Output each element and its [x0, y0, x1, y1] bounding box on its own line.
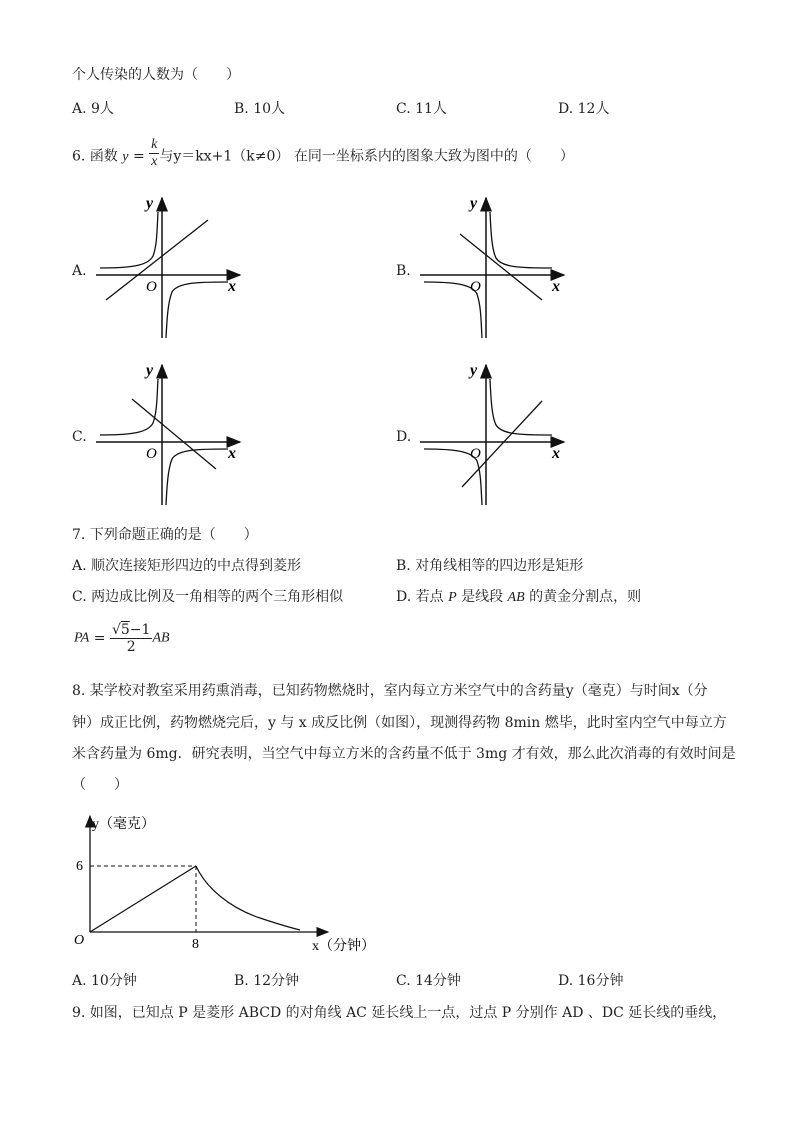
q7-d-mid: 是线段 — [456, 589, 508, 605]
q6-word-func: 函数 — [89, 148, 118, 165]
y-axis-label: y（毫克） — [92, 817, 155, 832]
q7-d-segment: AB — [507, 590, 525, 605]
formula-numerator — [110, 622, 152, 639]
q7-option-d — [396, 588, 641, 607]
q8-line-4: （ ） — [72, 777, 128, 793]
hyperbola-branch-left — [100, 212, 158, 268]
q9-line-1: 9. 如图，已知点 P 是菱形 ABCD 的对角线 AC 延长线上一点，过点 P 分别作 AD 、DC 延长线的垂线， — [72, 1005, 727, 1021]
q6-frac-num: k — [151, 137, 158, 152]
origin-label: O — [470, 446, 481, 462]
q6-f1-lhs: y — [122, 149, 129, 165]
hyperbola-branch-right — [166, 282, 228, 338]
formula-lhs: PA — [74, 630, 90, 646]
origin-label: O — [470, 279, 481, 295]
q6-f2: y＝kx+1（k≠0） — [173, 148, 290, 165]
q6-graph-c — [90, 357, 250, 512]
q6-stem-tail: 在同一坐标系内的图象大致为图中的（ ） — [293, 148, 574, 165]
q7-d-post: 的黄金分割点，则 — [524, 589, 642, 605]
axis-x-label: x — [552, 278, 560, 295]
q7-option-a: A. 顺次连接矩形四边的中点得到菱形 — [72, 558, 302, 574]
q6-graph-b — [414, 190, 574, 345]
formula-denominator: 2 — [126, 639, 136, 655]
formula-fraction — [110, 622, 152, 655]
q6-fraction — [149, 137, 159, 170]
q5-option-a: A. 9人 — [72, 101, 114, 117]
line-graph — [462, 401, 542, 487]
q6-frac-den: x — [151, 154, 158, 169]
hyperbola-branch-left — [100, 379, 158, 435]
axis-x-label: x — [228, 445, 236, 462]
q6-label-a: A. — [72, 263, 87, 279]
q7-option-b: B. 对角线相等的四边形是矩形 — [396, 558, 584, 574]
axis-y-label: y — [146, 195, 154, 212]
hyperbola-branch-right — [490, 212, 552, 268]
q6-label-d: D. — [396, 429, 412, 445]
q5-option-d: D. 12人 — [558, 101, 610, 117]
q5-stem-tail: 个人传染的人数为（ ） — [72, 67, 240, 83]
q8-graph — [70, 812, 375, 962]
numerator-tail: −1 — [129, 622, 151, 638]
origin-label: O — [146, 446, 157, 462]
hyperbola-branch-right — [166, 449, 228, 505]
origin-label: O — [146, 279, 157, 295]
q8-line-1: 8. 某学校对教室采用药熏消毒，已知药物燃烧时，室内每立方米空气中的含药量y（毫克）与时间x（分 — [72, 683, 708, 699]
x-axis-label: x（分钟） — [312, 939, 375, 954]
sqrt-radicand: 5 — [120, 622, 130, 638]
axis-x-label: x — [552, 445, 560, 462]
axis-x-label: x — [228, 278, 236, 295]
q6-label-c: C. — [72, 429, 87, 445]
peak-x-label: 8 — [192, 937, 199, 952]
peak-y-label: 6 — [76, 859, 83, 874]
falling-curve — [196, 866, 300, 930]
q7-stem: 7. 下列命题正确的是（ ） — [72, 527, 258, 543]
sqrt-sign: √ — [111, 622, 121, 638]
line-graph — [132, 399, 216, 469]
q7-formula — [74, 622, 170, 655]
q5-option-c: C. 11人 — [396, 101, 447, 117]
q6-stem — [72, 137, 574, 170]
hyperbola-branch-right — [490, 379, 552, 435]
q6-graph-d — [414, 357, 574, 512]
q8-line-2: 钟）成正比例，药物燃烧完后，y 与 x 成反比例（如图），现测得药物 8min 燃毕，此时室内空气中每立方 — [72, 715, 727, 731]
q8-line-3: 米含药量为 6mg．研究表明，当空气中每立方米的含药量不低于 3mg 才有效，那么此次消毒的有效时间是 — [72, 746, 736, 762]
q6-graph-a — [90, 190, 250, 345]
origin-label: O — [74, 933, 85, 948]
q5-option-b: B. 10人 — [234, 101, 286, 117]
q6-label-b: B. — [396, 263, 411, 279]
q8-option-b: B. 12分钟 — [234, 973, 300, 989]
q6-number: 6. — [72, 148, 86, 165]
formula-rhs: AB — [152, 630, 170, 646]
q8-option-a: A. 10分钟 — [72, 973, 137, 989]
q8-option-c: C. 14分钟 — [396, 973, 461, 989]
formula-eq: = — [93, 630, 106, 647]
q6-f1-eq: = — [132, 148, 145, 165]
q6-and: 与 — [159, 148, 174, 165]
q7-d-point: P — [448, 590, 457, 605]
q7-option-c: C. 两边成比例及一角相等的两个三角形相似 — [72, 589, 344, 605]
q8-option-d: D. 16分钟 — [558, 973, 624, 989]
q7-d-pre: D. 若点 — [396, 589, 449, 605]
axis-y-label: y — [470, 362, 478, 379]
rising-line — [90, 866, 196, 932]
axis-y-label: y — [146, 362, 154, 379]
axis-y-label: y — [470, 195, 478, 212]
